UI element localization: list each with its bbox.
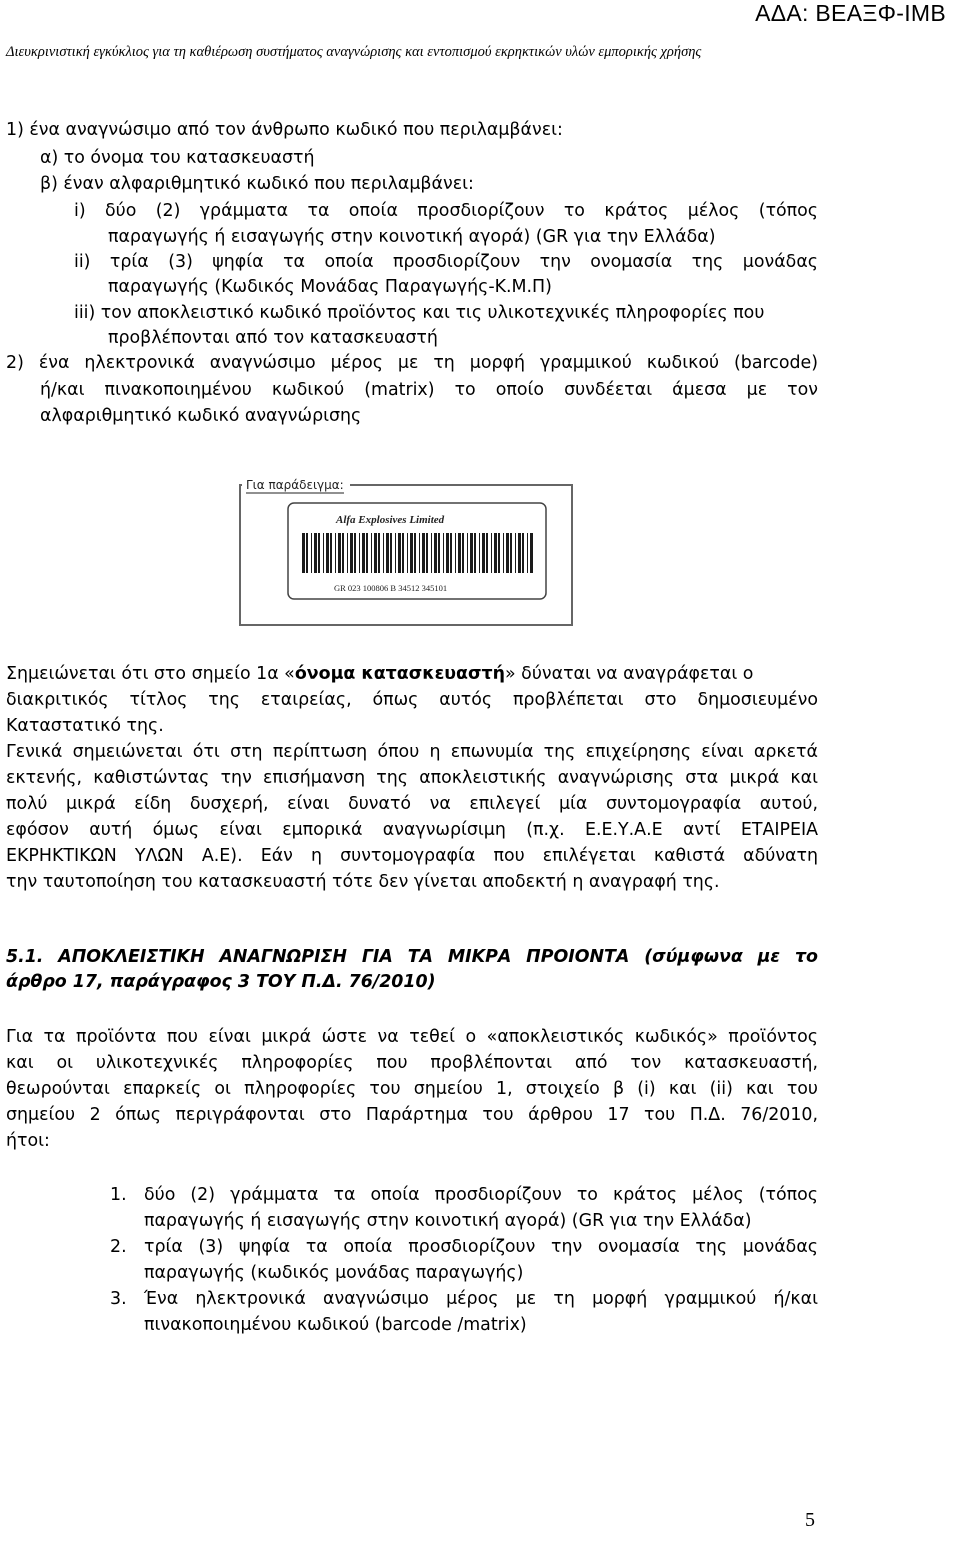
example-label-image bbox=[236, 467, 578, 629]
section-heading: άρθρο 17, παράγραφος 3 ΤΟΥ Π.Δ. 76/2010) bbox=[6, 972, 436, 992]
numbered-item: 2. τρία (3) ψηφία τα οποία προσδιορίζουν την ονομασία της μονάδας bbox=[110, 1237, 818, 1257]
example-label-title: Για παράδειγμα: bbox=[246, 478, 344, 492]
list-item: β) έναν αλφαριθμητικό κωδικό που περιλαμβάνει: bbox=[40, 174, 474, 194]
numbered-item-cont: πινακοποιημένου κωδικού (barcode /matrix) bbox=[144, 1315, 527, 1335]
numbered-item-cont: παραγωγής ή εισαγωγής στην κοινοτική αγορά) (GR για την Ελλάδα) bbox=[144, 1211, 752, 1231]
paragraph-line: σημείου 2 όπως περιγράφονται στο Παράρτημα του άρθρου 17 του Π.Δ. 76/2010, bbox=[6, 1105, 818, 1125]
list-item: παραγωγής ή εισαγωγής στην κοινοτική αγορά) (GR για την Ελλάδα) bbox=[108, 227, 716, 247]
ada-code: ΑΔΑ: ΒΕΑΞΦ-ΙΜΒ bbox=[755, 0, 946, 26]
note-line: πολύ μικρά είδη δυσχερή, είναι δυνατό να επιλεγεί μία συντομογραφία αυτού, bbox=[6, 794, 818, 814]
note-line: Σημειώνεται ότι στο σημείο 1α «όνομα κατασκευαστή» δύναται να αναγράφεται ο bbox=[6, 664, 754, 684]
numbered-item: 3. Ένα ηλεκτρονικά αναγνώσιμο μέρος με τη μορφή γραμμικού ή/και bbox=[110, 1289, 818, 1309]
list-item: iii) τον αποκλειστικό κωδικό προϊόντος και τις υλικοτεχνικές πληροφορίες που bbox=[74, 303, 765, 323]
paragraph-line: Για τα προϊόντα που είναι μικρά ώστε να τεθεί ο «αποκλειστικός κωδικός» προϊόντος bbox=[6, 1027, 818, 1047]
list-item: i) δύο (2) γράμματα τα οποία προσδιορίζουν το κράτος μέλος (τόπος bbox=[74, 201, 818, 221]
note-line: εκτενής, καθιστώντας την επισήμανση της αποκλειστικής αναγνώρισης στα μικρά και bbox=[6, 768, 818, 788]
manufacturer-name-emphasis: όνομα κατασκευαστή bbox=[294, 664, 506, 684]
list-item: ή/και πινακοποιημένου κωδικού (matrix) το οποίο συνδέεται άμεσα με τον bbox=[40, 380, 818, 400]
note-line: ΕΚΡΗΚΤΙΚΩΝ ΥΛΩΝ Α.Ε). Εάν η συντομογραφία που επιλέγεται καθιστά αδύνατη bbox=[6, 846, 818, 866]
list-item: α) το όνομα του κατασκευαστή bbox=[40, 148, 315, 168]
list-item: 2) ένα ηλεκτρονικά αναγνώσιμο μέρος με τη μορφή γραμμικού κωδικού (barcode) bbox=[6, 353, 818, 373]
example-label-company: Alfa Explosives Limited bbox=[336, 514, 445, 526]
note-line: εφόσον αυτή όμως είναι εμπορικά αναγνωρίσιμη (π.χ. Ε.Ε.Υ.Α.Ε αντί ΕΤΑΙΡΕΙΑ bbox=[6, 820, 818, 840]
note-line: Καταστατικό της. bbox=[6, 716, 164, 736]
example-label-code: GR 023 100806 B 34512 345101 bbox=[334, 583, 448, 593]
list-item: παραγωγής (Κωδικός Μονάδας Παραγωγής-Κ.Μ.Π) bbox=[108, 277, 552, 297]
paragraph-line: ήτοι: bbox=[6, 1131, 50, 1151]
document-header: Διευκρινιστική εγκύκλιος για τη καθιέρωση συστήματος αναγνώρισης και εντοπισμού εκρηκτικών υλών εμπορικής χρήσης bbox=[6, 44, 702, 60]
paragraph-line: και οι υλικοτεχνικές πληροφορίες που προβλέπονται από τον κατασκευαστή, bbox=[6, 1053, 818, 1073]
note-line: διακριτικός τίτλος της εταιρείας, όπως αυτός προβλέπεται στο δημοσιευμένο bbox=[6, 690, 818, 710]
paragraph-line: θεωρούνται επαρκείς οι πληροφορίες του σημείου 1, στοιχείο β (i) και (ii) και του bbox=[6, 1079, 818, 1099]
list-item: ii) τρία (3) ψηφία τα οποία προσδιορίζουν την ονομασία της μονάδας bbox=[74, 252, 818, 272]
list-item: 1) ένα αναγνώσιμο από τον άνθρωπο κωδικό που περιλαμβάνει: bbox=[6, 120, 563, 140]
numbered-item-cont: παραγωγής (κωδικός μονάδας παραγωγής) bbox=[144, 1263, 524, 1283]
numbered-item: 1. δύο (2) γράμματα τα οποία προσδιορίζουν το κράτος μέλος (τόπος bbox=[110, 1185, 818, 1205]
section-heading: 5.1. ΑΠΟΚΛΕΙΣΤΙΚΗ ΑΝΑΓΝΩΡΙΣΗ ΓΙΑ ΤΑ ΜΙΚΡΑ ΠΡΟΙΟΝΤΑ (σύμφωνα με το bbox=[6, 947, 818, 967]
note-line: την ταυτοποίηση του κατασκευαστή τότε δεν γίνεται αποδεκτή η αναγραφή της. bbox=[6, 872, 720, 892]
note-line: Γενικά σημειώνεται ότι στη περίπτωση όπου η επωνυμία της επιχείρησης είναι αρκετά bbox=[6, 742, 818, 762]
page-number: 5 bbox=[805, 1509, 815, 1531]
list-item: προβλέπονται από τον κατασκευαστή bbox=[108, 328, 438, 348]
list-item: αλφαριθμητικό κωδικό αναγνώρισης bbox=[40, 406, 362, 426]
